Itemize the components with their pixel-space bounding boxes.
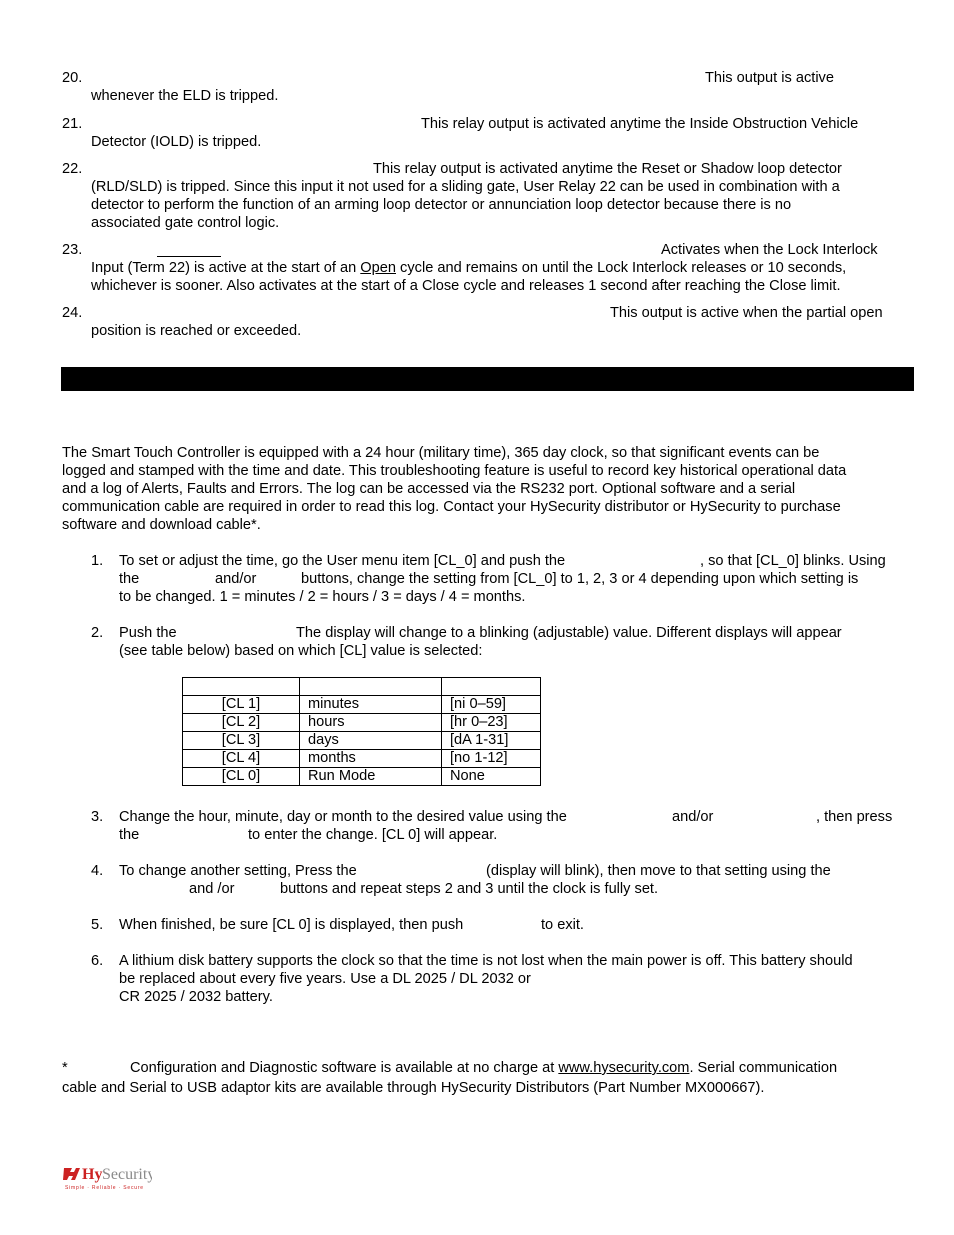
svg-text:Simple · Reliable · Secure: Simple · Reliable · Secure — [65, 1185, 144, 1191]
table-row — [183, 750, 541, 768]
table-row — [183, 696, 541, 714]
item-text: (RLD/SLD) is tripped. Since this input it not used for a sliding gate, User Relay 22 can be used in combination with a — [91, 179, 840, 195]
table-cell: [CL 4] — [183, 750, 300, 768]
item-text: Detector (IOLD) is tripped. — [91, 134, 262, 150]
item-text: associated gate control logic. — [91, 215, 280, 231]
table-cell: minutes — [300, 696, 442, 714]
item-text: This output is active when the partial open — [610, 305, 883, 321]
table-cell: None — [442, 768, 541, 786]
underline-blank — [157, 256, 221, 257]
table-cell: [ni 0–59] — [442, 696, 541, 714]
table-cell: Run Mode — [300, 768, 442, 786]
table-cell: [dA 1-31] — [442, 732, 541, 750]
table-cell: hours — [300, 714, 442, 732]
table-header-row — [183, 678, 541, 696]
item-number: 24. — [62, 305, 83, 321]
item-text: detector to perform the function of an arming loop detector or annunciation loop detector because there is no — [91, 197, 792, 213]
hysecurity-logo — [62, 1162, 152, 1194]
item-number: 23. — [62, 242, 83, 258]
hysecurity-link[interactable]: www.hysecurity.com — [558, 1060, 690, 1076]
item-text: whichever is sooner. Also activates at the start of a Close cycle and releases 1 second after reaching the Close limit. — [91, 278, 841, 294]
item-number: 20. — [62, 70, 83, 86]
svg-text:Hy: Hy — [82, 1166, 103, 1183]
table-cell: [CL 0] — [183, 768, 300, 786]
table-row — [183, 714, 541, 732]
item-text: position is reached or exceeded. — [91, 323, 302, 339]
item-text: Activates when the Lock Interlock — [661, 242, 878, 258]
logo-icon — [62, 1162, 152, 1194]
clock-settings-table — [182, 677, 541, 786]
item-text: This relay output is activated anytime the Inside Obstruction Vehicle — [421, 116, 859, 132]
section-header-bar — [61, 367, 914, 391]
item-text: This relay output is activated anytime the Reset or Shadow loop detector — [373, 161, 842, 177]
table-row — [183, 768, 541, 786]
item-number: 21. — [62, 116, 83, 132]
item-text: whenever the ELD is tripped. — [91, 88, 279, 104]
table-cell: [hr 0–23] — [442, 714, 541, 732]
table-cell: months — [300, 750, 442, 768]
table-cell: days — [300, 732, 442, 750]
item-number: 22. — [62, 161, 83, 177]
item-text: This output is active — [705, 70, 834, 86]
item-text: Input (Term 22) is active at the start of an Open cycle and remains on until the Lock Interlock releases or 10 seconds, — [91, 260, 847, 276]
svg-text:Security: Security — [102, 1166, 152, 1183]
table-cell: [CL 1] — [183, 696, 300, 714]
table-cell: [no 1-12] — [442, 750, 541, 768]
table-cell: [CL 2] — [183, 714, 300, 732]
table-cell: [CL 3] — [183, 732, 300, 750]
table-row — [183, 732, 541, 750]
